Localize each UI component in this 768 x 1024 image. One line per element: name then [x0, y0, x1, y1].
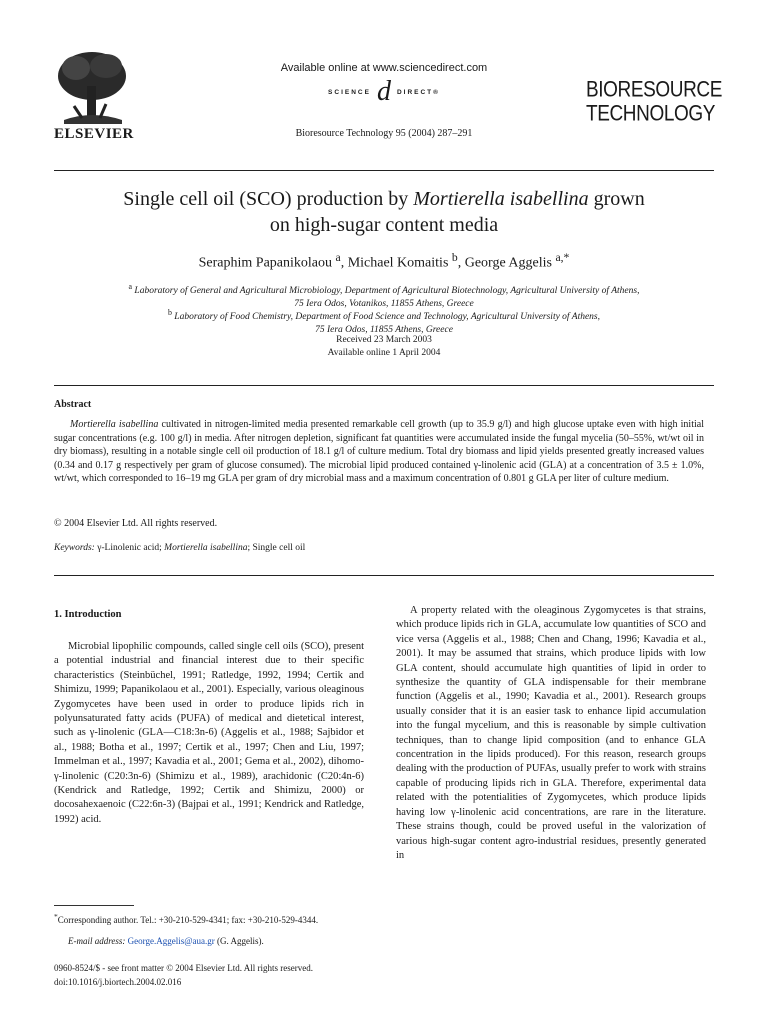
abstract-copyright: © 2004 Elsevier Ltd. All rights reserved.	[54, 518, 218, 529]
author-list: Seraphim Papanikolaou $^a$, Michael Komaitis $^b$, George Aggelis $^{a,*}$	[198, 251, 570, 271]
article-title: Single cell oil (SCO) production by Mortierella isabellina grown on high-sugar content media	[123, 188, 645, 236]
email-footnote: E-mail address: George.Aggelis@aua.gr (G. Aggelis).	[68, 936, 264, 946]
intro-paragraph-1: Microbial lipophilic compounds, called single cell oils (SCO), present a potential industrial and financial interest due to their specific characteristics (Steinbüchel, 1991; Ratledge, 1992, 1994; Certik and Shimizu, 1999; Papanikolaou et al., 2001). Especially, various oleaginous Zygomycetes have been used in order to produce lipids rich in polyunsaturated fatty acids (PUFA) of medical and dietetical interest, such as γ-linolenic (GLA—C18:3n-6) (Aggelis et al., 1988; Sajbidor et al., 1988; Botha et al., 1997; Certik et al., 1997; Chen and Liu, 1997; Immelman et al., 1997; Kavadia et al., 2001; Gema et al., 2002), dihomo-γ-linolenic (C20:3n-6) (Shimizu et al., 1989), arachidonic (C20:4n-6) (Kendrick and Ratledge, 1992; Certik and Shimizu, 2000) or docosahexaenoic (C22:6n-3) (Bajpai et al., 1991; Kendrick and Ratledge, 1992) acid.	[54, 641, 364, 825]
issn-line: 0960-8524/$ - see front matter © 2004 Elsevier Ltd. All rights reserved.	[54, 963, 314, 973]
footnote-divider	[54, 905, 134, 906]
journal-reference: Bioresource Technology 95 (2004) 287–291	[295, 128, 473, 139]
available-date: Available online 1 April 2004	[327, 348, 441, 358]
intro-paragraph-2: A property related with the oleaginous Zygomycetes is that strains, which produce lipids rich in GLA, accumulate low quantities of SCO and vice versa (Aggelis et al., 1988; Chen and Chang, 1996; Kavadia et al., 2001). It may be assumed that strains, which produce lipids with low GLA content, should accumulate high quantities of lipid in order to synthesize the quantity of GLA indispensable for their membrane function (Aggelis et al., 1990; Kavadia et al., 2001). Research groups usually consider that it is an easier task to enhance lipid accumulation into the fungal mycelium, and this is reasonable by simple cultivation techniques, than to change lipid composition (and to enhance GLA concentration in the lipids produced). For this reason, research groups dealing with the production of PUFAs, usually prefer to work with strains capable of producing lipids rich in GLA. Therefore, experimental data related with the potentialities of Zygomycetes, which produce lipids having low γ-linolenic acid concentrations, are rare in the literature. These strains though, could be proved useful in the valorization of various high-sugar content agro-industrial residues, presently generated in	[396, 605, 706, 861]
article-dates	[54, 334, 714, 360]
section-heading-introduction: 1. Introduction	[54, 609, 122, 620]
author-name: George Aggelis	[464, 255, 552, 271]
abstract-divider-top	[54, 385, 714, 386]
abstract-divider-bottom	[54, 575, 714, 576]
author-name: Seraphim Papanikolaou	[198, 255, 332, 271]
doi-line: doi:10.1016/j.biortech.2004.02.016	[54, 977, 182, 987]
sciencedirect-at-icon: d	[376, 76, 391, 107]
journal-name-logo	[586, 78, 723, 127]
affiliation-a: $^a$ Laboratory of General and Agricultural Microbiology, Department of Agricultural Biotechnology, Agricultural University of Athens, 75 Iera Odos, Votanikos, 11855 Athens, Greece	[128, 282, 640, 310]
journal-name-line2: TECHNOLOGY	[586, 102, 716, 127]
author-name: Michael Komaitis	[347, 255, 449, 271]
sciencedirect-right: DIRECT®	[396, 88, 440, 96]
sciencedirect-left: SCIENCE	[328, 88, 371, 96]
received-date: Received 23 March 2003	[336, 335, 432, 345]
abstract-body: Mortierella isabellina cultivated in nitrogen-limited media presented remarkable cell growth (up to 35.9 g/l) and high glucose uptake even with high initial sugar concentrations (e.g. 100 g/l) in media. After nitrogen depletion, significant fat quantities were accumulated inside the fungal mycelia (50–55%, wt/wt oil in dry biomass), resulting in a notable single cell oil production of 18.1 g/l of culture medium. Total dry biomass and lipid yields presented greatly increased values (0.34 and 0.17 g respectively per gram of glucose consumed). The microbial lipid produced contained γ-linolenic acid (GLA) at a concentration of 3.5 ± 1.0%, wt/wt, which corresponded to 16–19 mg GLA per gram of dry microbial mass and a maximum concentration of 0.801 g GLA per liter of culture medium.	[54, 419, 704, 485]
journal-name-line1: BIORESOURCE	[586, 78, 723, 103]
corresponding-footnote: *Corresponding author. Tel.: +30-210-529-4341; fax: +30-210-529-4344.	[54, 912, 319, 925]
publisher-name: ELSEVIER	[54, 126, 134, 142]
abstract-heading: Abstract	[54, 399, 92, 410]
affiliation-b: $^b$ Laboratory of Food Chemistry, Department of Food Science and Technology, Agricultural University of Athens, 75 Iera Odos, 11855 Athens, Greece	[167, 308, 601, 336]
header-divider	[54, 170, 714, 171]
keywords: Keywords: γ-Linolenic acid; Mortierella isabellina; Single cell oil	[54, 543, 306, 553]
email-link[interactable]: George.Aggelis@aua.gr	[127, 936, 215, 946]
available-online-text: Available online at www.sciencedirect.com	[280, 62, 488, 74]
